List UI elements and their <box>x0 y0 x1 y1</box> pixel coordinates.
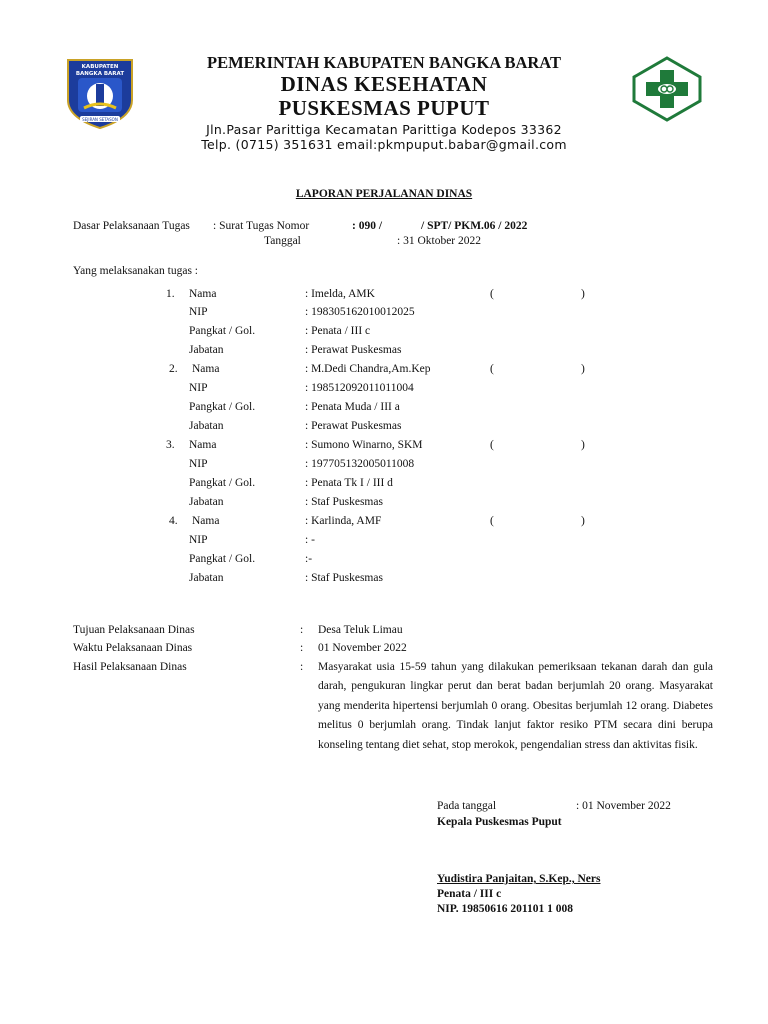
nama-value: : M.Dedi Chandra,Am.Kep <box>305 363 431 375</box>
waktu-colon: : <box>300 642 304 654</box>
pada-tanggal-label: Pada tanggal <box>437 800 497 812</box>
nip-value: : - <box>305 534 315 546</box>
nama-value: : Imelda, AMK <box>305 288 375 300</box>
address-line: Jln.Pasar Parittiga Kecamatan Parittiga Kodepos 33362 <box>206 122 562 137</box>
waktu-value: 01 November 2022 <box>318 642 407 654</box>
signature-paren-close: ) <box>581 363 585 375</box>
surat-nomor-a: : 090 / <box>352 220 383 232</box>
golongan-value: : Penata / III c <box>305 325 371 337</box>
nip-label: NIP <box>189 458 208 470</box>
tanggal-label: Tanggal <box>264 235 301 247</box>
signature-paren-open: ( <box>490 363 494 375</box>
nama-label: Nama <box>189 288 217 300</box>
nip-value: : 198305162010012025 <box>305 306 415 318</box>
jabatan-value: : Staf Puskesmas <box>305 572 383 584</box>
jabatan-value: : Perawat Puskesmas <box>305 420 402 432</box>
nip-label: NIP <box>189 382 208 394</box>
signature-paren-open: ( <box>490 288 494 300</box>
tujuan-colon: : <box>300 624 304 636</box>
golongan-value: :- <box>305 553 313 565</box>
signature-paren-close: ) <box>581 288 585 300</box>
jabatan-label: Jabatan <box>189 344 224 356</box>
signature-paren-open: ( <box>490 515 494 527</box>
golongan-label: Pangkat / Gol. <box>189 325 256 337</box>
svg-text:BANGKA BARAT: BANGKA BARAT <box>75 71 125 77</box>
person-number: 1. <box>166 288 175 300</box>
nip-value: : 198512092011011004 <box>305 382 414 394</box>
nip-value: : 197705132005011008 <box>305 458 415 470</box>
document-title: LAPORAN PERJALANAN DINAS <box>295 188 473 200</box>
golongan-label: Pangkat / Gol. <box>189 401 256 413</box>
hasil-colon: : <box>300 661 304 673</box>
golongan-label: Pangkat / Gol. <box>189 477 256 489</box>
tujuan-value: Desa Teluk Limau <box>318 624 403 636</box>
pada-tanggal-value: : 01 November 2022 <box>576 800 671 812</box>
golongan-label: Pangkat / Gol. <box>189 553 256 565</box>
jabatan-value: : Perawat Puskesmas <box>305 344 402 356</box>
surat-label: : Surat Tugas Nomor <box>213 220 310 232</box>
nama-value: : Sumono Winarno, SKM <box>305 439 423 451</box>
jabatan-label: Jabatan <box>189 572 224 584</box>
nama-value: : Karlinda, AMF <box>305 515 382 527</box>
agency-heading: DINAS KESEHATAN <box>280 72 488 96</box>
person-number: 3. <box>166 439 175 451</box>
person-number: 2. <box>169 363 178 375</box>
svg-text:SEJIRAN SETASON: SEJIRAN SETASON <box>82 117 118 122</box>
signatory-name: Yudistira Panjaitan, S.Kep., Ners <box>437 873 601 885</box>
tanggal-value: : 31 Oktober 2022 <box>397 235 482 247</box>
signature-paren-close: ) <box>581 515 585 527</box>
golongan-value: : Penata Tk I / III d <box>305 477 393 489</box>
person-number: 4. <box>169 515 178 527</box>
svg-text:KABUPATEN: KABUPATEN <box>81 64 119 70</box>
surat-nomor-b: / SPT/ PKM.06 / 2022 <box>421 220 528 232</box>
jabatan-value: : Staf Puskesmas <box>305 496 383 508</box>
jabatan-label: Jabatan <box>189 420 224 432</box>
pelaksana-label: Yang melaksanakan tugas : <box>73 265 198 277</box>
government-heading: PEMERINTAH KABUPATEN BANGKA BARAT <box>206 53 561 72</box>
signatory-position: Kepala Puskesmas Puput <box>437 816 562 828</box>
nama-label: Nama <box>192 515 220 527</box>
nip-label: NIP <box>189 306 208 318</box>
jabatan-label: Jabatan <box>189 496 224 508</box>
signatory-nip: NIP. 19850616 201101 1 008 <box>437 903 573 915</box>
nama-label: Nama <box>189 439 217 451</box>
signature-paren-open: ( <box>490 439 494 451</box>
waktu-label: Waktu Pelaksanaan Dinas <box>73 642 193 654</box>
puskesmas-heading: PUSKESMAS PUPUT <box>278 96 490 120</box>
dasar-label: Dasar Pelaksanaan Tugas <box>73 220 190 232</box>
contact-line: Telp. (0715) 351631 email:pkmpuput.babar@gmail.com <box>201 137 567 152</box>
signature-paren-close: ) <box>581 439 585 451</box>
nama-label: Nama <box>192 363 220 375</box>
signatory-rank: Penata / III c <box>437 888 502 900</box>
hasil-paragraph: Masyarakat usia 15-59 tahun yang dilakukan pemeriksaan tekanan darah dan gula darah, pengukuran lingkar perut dan berat badan berjumlah 20 orang. Masyarakat yang menderita hipertensi berjumlah 0 orang. Obesitas berjumlah 12 orang. Diabetes melitus 0 berjumlah orang. Tindak lanjut faktor resiko PTM secara dini berupa konseling tentang diet sehat, stop merokok, pengendalian stress dan aktivitas fisik. <box>318 661 713 751</box>
hasil-label: Hasil Pelaksanaan Dinas <box>73 661 187 673</box>
tujuan-label: Tujuan Pelaksanaan Dinas <box>73 624 195 636</box>
golongan-value: : Penata Muda / III a <box>305 401 400 413</box>
nip-label: NIP <box>189 534 208 546</box>
